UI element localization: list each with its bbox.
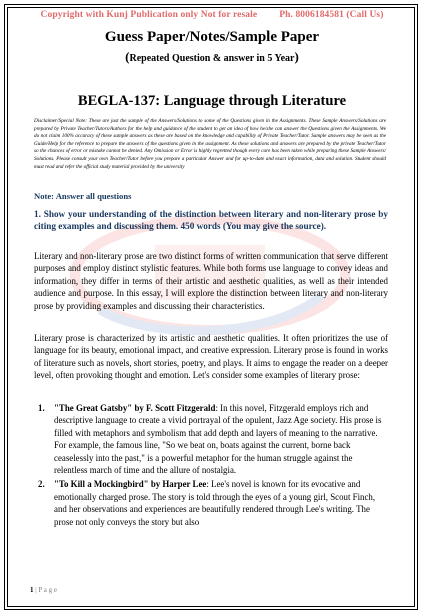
page-label: P a g e	[38, 586, 58, 594]
subtitle-text: Repeated Question & answer in 5 Year	[129, 53, 295, 64]
document-title: BEGLA-137: Language through Literature	[77, 93, 347, 109]
paragraph-literary-prose: Literary prose is characterized by its artistic and aesthetic qualities. It often prioritizes the use of language for its beauty, emotional impact, and creative expression. Literary prose is found in works of literature such as novels, short stories, poetry, and plays. It aims to engage the reader on a deeper level, often provoking thought and emotion. Let's consider some examples of literary prose:	[34, 333, 388, 381]
example-text: : Lee's novel is known for its evocative and emotionally charged prose. The story is told through the eyes of a young girl, Scout Finch, and her observations and experiences are beautifully rendered through Lee's writing. The prose not only conveys the story but also	[54, 479, 376, 527]
copyright-text: Copyright with Kunj Publication only Not for resale	[40, 10, 258, 20]
paragraph-intro: Literary and non-literary prose are two distinct forms of written communication that serve different purposes and employ distinct stylistic features. While both forms use language to convey ideas and information, they differ in terms of their artistic and aesthetic qualities, as well as their intended audience and purpose. In this essay, I will explore the distinction between literary and non-literary prose by providing examples and discussing their characteristics.	[34, 251, 388, 311]
examples-list	[34, 402, 388, 530]
example-title: "To Kill a Mockingbird" by Harper Lee	[54, 479, 207, 490]
note-heading: Note: Answer all questions	[34, 191, 132, 201]
example-title: "The Great Gatsby" by F. Scott Fitzgerald	[54, 403, 216, 413]
example-text: : In this novel, Fitzgerald employs rich and descriptive language to create a vivid portrayal of the opulent, Jazz Age society. His prose is filled with metaphors and symbolism that add depth and layers of meaning to the narrative. For example, the famous line, "So we beat on, boats against the current, borne back ceaselessly into the past," is a powerful metaphor for the human struggle against the relentless march of time and the allure of nostalgia.	[54, 403, 382, 476]
copyright-header	[0, 10, 424, 20]
list-number: 2.	[38, 479, 45, 490]
disclaimer-text: Disclaimer/Special Note: These are just the sample of the Answers/Solutions to some of the Questions given in the Assignments. These Sample Answers/Solutions are prepared by Private Teacher/Tutors/Authors for the help and guidance of the student to get an idea of how he/she can answer the Questions given the Assignments. We do not claim 100% accuracy of these sample answers as these are based on the knowledge and capability of Private Teacher/Tutor. Sample answers may be seen as the Guide/Help for the reference to prepare the answers of the questions given in the assignment. As these solutions and answers are prepared by the private Teacher/Tutor so the chances of error or mistake cannot be denied. Any Omission or Error is highly regretted though every care has been taken while preparing these Sample Answers/ Solutions. Please consult your own Teacher/Tutor before you prepare a particular Answer and for up-to-date and exact information, data and solution. Student should must read and refer the official study material provided by the university	[34, 118, 386, 170]
list-item	[34, 402, 388, 476]
list-item	[34, 478, 388, 528]
guess-paper-title: Guess Paper/Notes/Sample Paper	[104, 29, 320, 45]
question-text: 1. Show your understanding of the distinction between literary and non-literary prose by citing examples and discussing them. 450 words (You may give the source).	[34, 209, 388, 232]
page-number: 1	[30, 586, 34, 594]
list-number: 1.	[38, 403, 45, 413]
guess-paper-subtitle: (Repeated Question & answer in 5 Year)	[125, 49, 299, 64]
footer-separator: |	[33, 586, 39, 594]
page-footer	[30, 586, 57, 594]
phone-text: Ph. 8006184581 (Call Us)	[279, 10, 384, 20]
